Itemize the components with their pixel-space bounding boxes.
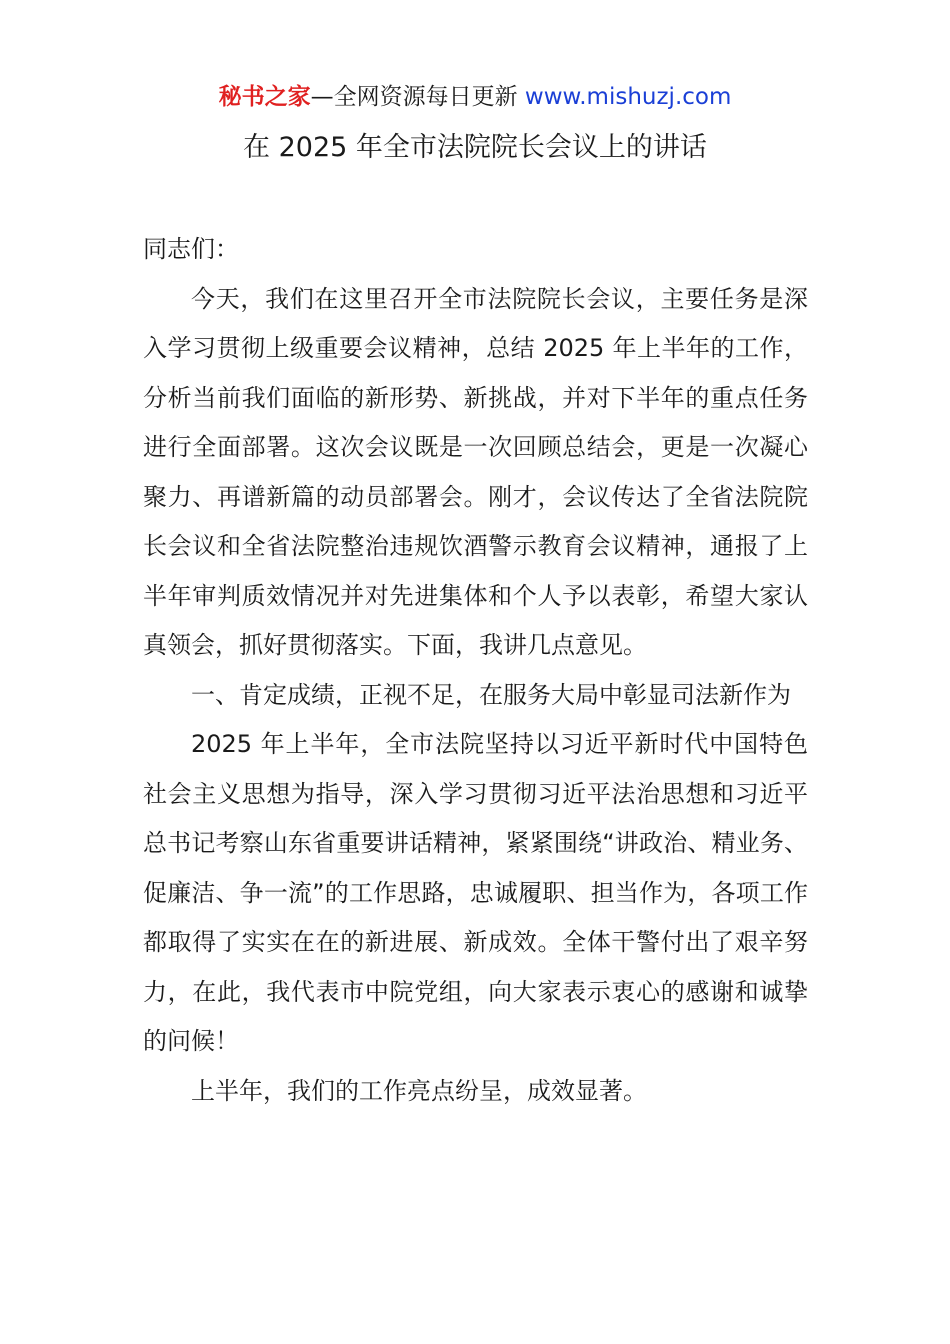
site-header [0,82,950,112]
body-paragraph: 上半年，我们的工作亮点纷呈，成效显著。 [191,1076,647,1105]
header-tagline: —全网资源每日更新 [310,84,518,110]
document-title: 在 2025 年全市法院院长会议上的讲话 [243,132,707,163]
salutation: 同志们： [143,235,239,263]
site-url-link[interactable]: www.mishuzj.com [524,84,732,110]
document-body [143,225,808,1116]
body-paragraph: 2025 年上半年，全市法院坚持以习近平新时代中国特色社会主义思想为指导，深入学习贯彻习近平法治思想和习近平总书记考察山东省重要讲话精神，紧紧围绕“讲政治、精业务、促廉洁、争一流”的工作思路，忠诚履职、担当作为，各项工作都取得了实实在在的新进展、新成效。全体干警付出了艰辛努力，在此，我代表市中院党组，向大家表示衷心的感谢和诚挚的问候！ [143,730,808,1055]
section-heading: 一、肯定成绩，正视不足，在服务大局中彰显司法新作为 [191,680,791,709]
body-paragraph: 今天，我们在这里召开全市法院院长会议，主要任务是深入学习贯彻上级重要会议精神，总结 2025 年上半年的工作，分析当前我们面临的新形势、新挑战，并对下半年的重点任务进行全面部署。这次会议既是一次回顾总结会，更是一次凝心聚力、再谱新篇的动员部署会。刚才，会议传达了全省法院院长会议和全省法院整治违规饮酒警示教育会议精神，通报了上半年审判质效情况并对先进集体和个人予以表彰，希望大家认真领会，抓好贯彻落实。下面，我讲几点意见。 [143,284,808,659]
brand-name: 秘书之家 [218,84,311,110]
